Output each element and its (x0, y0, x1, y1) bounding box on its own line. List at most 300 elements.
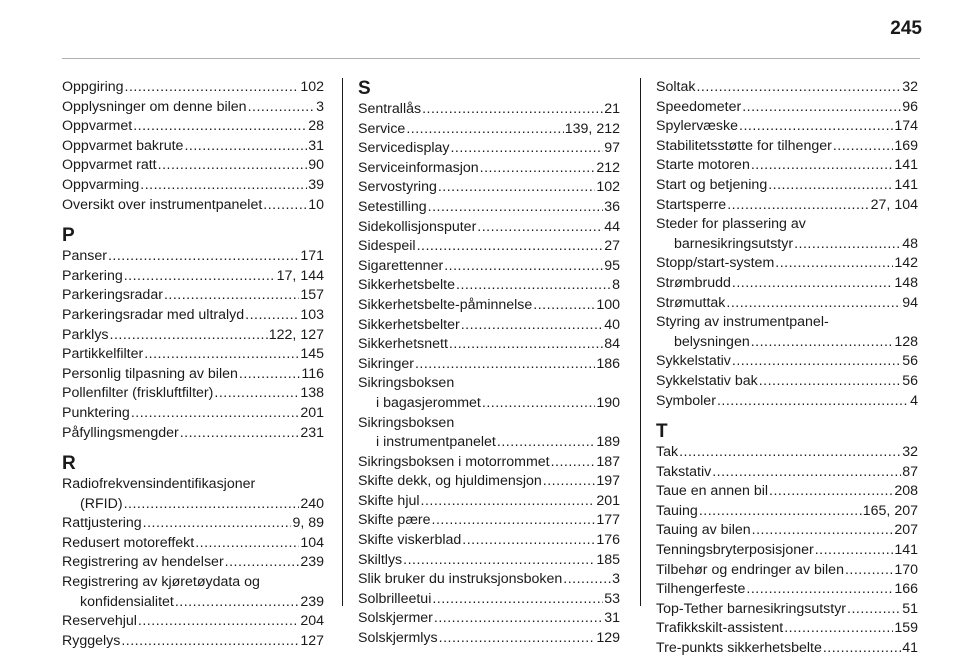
index-entry (656, 117, 918, 137)
page-reference[interactable]: 148 (894, 274, 918, 291)
index-term: Sikringsboksen (358, 414, 455, 431)
dot-leader (784, 619, 893, 639)
index-term: Sikringsboksen i motorrommet (358, 453, 550, 470)
index-entry (358, 453, 620, 473)
index-term: Parkeringsradar (62, 287, 163, 304)
page-reference[interactable]: 187 (596, 453, 620, 470)
index-entry (62, 306, 324, 326)
index-entry (62, 345, 324, 365)
index-entry (358, 296, 620, 316)
index-letter-heading: T (656, 421, 668, 443)
page-reference[interactable]: 21 (604, 101, 620, 117)
page-reference[interactable]: 128 (894, 333, 918, 350)
index-term: Skifte viskerblad (358, 532, 462, 549)
page-reference[interactable]: 204 (300, 613, 324, 630)
index-entry (656, 619, 918, 639)
page-reference[interactable]: 165, 207 (862, 502, 918, 519)
index-term: Oppvarmet ratt (62, 157, 157, 174)
index-entry (358, 159, 620, 179)
index-term: Servicedisplay (358, 140, 450, 157)
index-entry (62, 156, 324, 176)
index-term: Styring av instrumentpanel- (656, 314, 829, 331)
index-entry (62, 424, 324, 444)
index-term: Start og betjening (656, 176, 768, 193)
page-reference[interactable]: 208 (894, 483, 918, 500)
index-entry (358, 472, 620, 492)
index-entry (358, 335, 620, 355)
page-reference[interactable]: 27, 104 (870, 196, 918, 213)
dot-leader (679, 443, 901, 463)
page-reference[interactable]: 32 (902, 79, 918, 95)
index-entry (656, 580, 918, 600)
dot-leader (214, 384, 299, 404)
index-term: Strømuttak (656, 294, 726, 311)
dot-leader (108, 247, 299, 267)
index-term: konfidensialitet (80, 593, 174, 610)
page-reference[interactable]: 170 (894, 561, 918, 578)
page-reference[interactable]: 39 (308, 176, 324, 193)
page-reference[interactable]: 139, 212 (564, 120, 620, 137)
index-entry (358, 629, 620, 649)
page-reference[interactable]: 129 (596, 630, 620, 647)
page-reference[interactable]: 17, 144 (276, 267, 324, 284)
page-reference[interactable]: 48 (902, 235, 918, 252)
dot-leader (438, 178, 595, 198)
index-entry (358, 355, 620, 375)
dot-leader (563, 570, 611, 590)
index-entry (358, 120, 620, 140)
index-term: Tilbehør og endringer av bilen (656, 561, 844, 578)
dot-leader (477, 218, 603, 238)
dot-leader (746, 580, 893, 600)
index-term: Parkeringsradar med ultralyd (62, 306, 245, 323)
dot-leader (406, 120, 563, 140)
index-entry (656, 392, 918, 412)
dot-leader (480, 159, 596, 179)
dot-leader (759, 372, 902, 392)
index-entry (62, 137, 324, 157)
page-reference[interactable]: 3 (612, 571, 620, 588)
index-term: Symboler (656, 392, 716, 409)
dot-leader (263, 196, 307, 216)
page-reference[interactable]: 122, 127 (268, 326, 324, 343)
index-term: Sigarettenner (358, 257, 444, 274)
index-term: Panser (62, 248, 107, 265)
index-column-1 (62, 78, 324, 651)
column-divider (342, 78, 343, 606)
page-reference[interactable]: 87 (902, 463, 918, 480)
dot-leader (699, 502, 862, 522)
index-term: Oversikt over instrumentpanelet (62, 196, 263, 213)
index-entry (358, 531, 620, 551)
index-term: Opplysninger om denne bilen (62, 98, 247, 115)
page-reference[interactable]: 145 (300, 346, 324, 363)
index-entry (62, 514, 324, 534)
page-reference[interactable]: 185 (596, 551, 620, 568)
index-entry (656, 78, 918, 98)
index-term: Takstativ (656, 463, 712, 480)
dot-leader (696, 78, 901, 98)
page-reference[interactable]: 207 (894, 522, 918, 539)
index-entry (358, 198, 620, 218)
index-term: Registrering av hendelser (62, 554, 224, 571)
page-reference[interactable]: 102 (300, 79, 324, 95)
page-reference[interactable]: 90 (308, 157, 324, 174)
page-reference[interactable]: 201 (300, 404, 324, 421)
dot-leader (450, 139, 603, 159)
index-entry (62, 384, 324, 404)
index-entry (62, 326, 324, 346)
page-reference[interactable]: 190 (596, 394, 620, 411)
index-entry (656, 215, 918, 254)
page-reference[interactable]: 239 (300, 593, 324, 610)
dot-leader (158, 156, 308, 176)
index-entry (656, 561, 918, 581)
index-term: Slik bruker du instruksjonsboken (358, 571, 563, 588)
page-reference[interactable]: 171 (300, 248, 324, 265)
page-reference[interactable]: 174 (894, 118, 918, 135)
index-entry (656, 294, 918, 314)
page-reference[interactable]: 96 (902, 98, 918, 115)
index-letter-heading: P (62, 225, 75, 247)
dot-leader (845, 561, 893, 581)
page-reference[interactable]: 27 (604, 238, 620, 255)
index-entry (656, 372, 918, 392)
index-entry (62, 247, 324, 267)
index-term: Skifte dekk, og hjuldimensjon (358, 473, 542, 490)
page-reference[interactable]: 141 (894, 542, 918, 559)
page-reference[interactable]: 32 (902, 444, 918, 461)
dot-leader (432, 590, 603, 610)
dot-leader (751, 333, 894, 353)
dot-leader (769, 482, 893, 502)
index-entry (358, 570, 620, 590)
index-entry (62, 196, 324, 216)
index-term: Starte motoren (656, 157, 750, 174)
index-term: Redusert motoreffekt (62, 534, 195, 551)
dot-leader (712, 463, 901, 483)
index-term: barnesikringsutstyr (674, 235, 794, 252)
index-entry (62, 176, 324, 196)
index-entry (358, 139, 620, 159)
index-entry (656, 156, 918, 176)
page-reference[interactable]: 142 (894, 255, 918, 272)
dot-leader (732, 274, 893, 294)
page-reference[interactable]: 4 (910, 392, 918, 409)
index-term: Punktering (62, 404, 130, 421)
index-letter-heading: R (62, 453, 76, 475)
page-reference[interactable]: 100 (596, 296, 620, 313)
index-entry (656, 274, 918, 294)
dot-leader (449, 335, 603, 355)
dot-leader (815, 541, 894, 561)
index-term: Parklys (62, 326, 109, 343)
dot-leader (124, 267, 276, 287)
dot-leader (444, 257, 603, 277)
dot-leader (742, 98, 901, 118)
dot-leader (239, 365, 300, 385)
index-term: Sikkerhetsnett (358, 336, 448, 353)
index-term: Top-Tether barnesikringsutstyr (656, 600, 847, 617)
dot-leader (462, 531, 595, 551)
index-term: Spylervæske (656, 118, 739, 135)
dot-leader (439, 629, 596, 649)
page-reference[interactable]: 239 (300, 554, 324, 571)
page-reference[interactable]: 169 (894, 137, 918, 154)
page-reference[interactable]: 36 (604, 198, 620, 215)
index-entry (358, 551, 620, 571)
dot-leader (248, 98, 316, 118)
page-reference[interactable]: 231 (300, 424, 324, 441)
index-entry (62, 475, 324, 514)
dot-leader (415, 355, 595, 375)
page-reference[interactable]: 138 (300, 385, 324, 402)
index-term: Tenningsbryterposisjoner (656, 542, 814, 559)
dot-leader (124, 495, 300, 515)
index-entry (62, 573, 324, 612)
index-term: Reservehjul (62, 613, 137, 630)
page-reference[interactable]: 177 (596, 512, 620, 529)
index-entry (358, 316, 620, 336)
index-entry (358, 492, 620, 512)
page-reference[interactable]: 10 (308, 196, 324, 213)
dot-leader (751, 156, 893, 176)
page-reference[interactable]: 157 (300, 287, 324, 304)
index-term: Serviceinformasjon (358, 159, 479, 176)
page-reference[interactable]: 116 (301, 365, 324, 382)
index-term: i bagasjerommet (376, 394, 481, 411)
page-reference[interactable]: 95 (604, 257, 620, 274)
page-reference[interactable]: 104 (300, 534, 324, 551)
page-reference[interactable]: 94 (902, 294, 918, 311)
index-term: (RFID) (80, 495, 123, 512)
page-reference[interactable]: 31 (308, 137, 324, 154)
page-reference[interactable]: 103 (300, 306, 324, 323)
index-term: Rattjustering (62, 515, 142, 532)
index-term: Påfyllingsmengder (62, 424, 179, 441)
index-term: Servostyring (358, 179, 437, 196)
index-entry (358, 511, 620, 531)
index-entry (358, 237, 620, 257)
page-reference[interactable]: 189 (596, 434, 620, 451)
index-entry (656, 98, 918, 118)
dot-leader (140, 176, 307, 196)
index-term: Stabilitetsstøtte for tilhenger (656, 137, 832, 154)
index-term: Tauing (656, 502, 698, 519)
dot-leader (184, 137, 307, 157)
index-term: Trafikkskilt-assistent (656, 620, 784, 637)
index-entry (358, 414, 620, 453)
index-term: Sidekollisjonsputer (358, 218, 477, 235)
index-term: Oppvarmet bakrute (62, 137, 184, 154)
index-term: Sentrallås (358, 101, 422, 117)
index-entry (656, 254, 918, 274)
index-term: Sikkerhetsbelte (358, 277, 455, 294)
dot-leader (543, 472, 596, 492)
page-reference[interactable]: 31 (604, 610, 620, 627)
page-reference[interactable]: 166 (894, 581, 918, 598)
index-entry (358, 374, 620, 413)
page-reference[interactable]: 240 (300, 495, 324, 512)
index-entry (358, 257, 620, 277)
index-term: Setestilling (358, 198, 427, 215)
dot-leader (428, 198, 604, 218)
dot-leader (533, 296, 595, 316)
index-entry (656, 196, 918, 216)
page-reference[interactable]: 56 (902, 353, 918, 370)
index-term: Tre-punkts sikkerhetsbelte (656, 640, 822, 657)
dot-leader (143, 514, 292, 534)
dot-leader (768, 176, 893, 196)
page-number: 245 (890, 18, 922, 39)
dot-leader (180, 424, 300, 444)
index-term: Oppvarmet (62, 118, 133, 135)
dot-leader (497, 433, 595, 453)
index-term: Speedometer (656, 98, 742, 115)
index-column-3 (656, 78, 918, 659)
dot-leader (461, 316, 603, 336)
index-term: Tak (656, 444, 679, 461)
index-term: Sikkerhetsbelter (358, 316, 460, 333)
index-term: Soltak (656, 79, 696, 95)
dot-leader (456, 276, 611, 296)
index-entry (62, 267, 324, 287)
page-reference[interactable]: 8 (612, 277, 620, 294)
dot-leader (482, 394, 595, 414)
page-reference[interactable]: 53 (604, 590, 620, 607)
page-reference[interactable]: 176 (596, 532, 620, 549)
index-entry (358, 178, 620, 198)
index-letter-heading: S (358, 78, 371, 99)
dot-leader (131, 404, 300, 424)
index-entry (62, 286, 324, 306)
index-term: Personlig tilpasning av bilen (62, 365, 238, 382)
index-entry (62, 365, 324, 385)
dot-leader (434, 609, 603, 629)
dot-leader (732, 352, 901, 372)
index-term: Startsperre (656, 196, 727, 213)
page-reference[interactable]: 127 (300, 632, 324, 649)
index-entry (656, 600, 918, 620)
page-reference[interactable]: 41 (902, 640, 918, 657)
page-reference[interactable]: 97 (604, 140, 620, 157)
dot-leader (739, 117, 893, 137)
page-reference[interactable]: 141 (894, 176, 918, 193)
page-reference[interactable]: 141 (894, 157, 918, 174)
page-reference[interactable]: 102 (596, 179, 620, 196)
page-reference[interactable]: 3 (316, 98, 324, 115)
dot-leader (138, 612, 299, 632)
index-entry (358, 276, 620, 296)
index-term: Sikkerhetsbelte-påminnelse (358, 296, 533, 313)
index-term: Steder for plassering av (656, 216, 806, 233)
dot-leader (551, 453, 596, 473)
index-term: Parkering (62, 267, 123, 284)
index-entry (358, 590, 620, 610)
dot-leader (421, 492, 596, 512)
page-reference[interactable]: 212 (596, 159, 620, 176)
index-term: Solbrilleetui (358, 590, 432, 607)
index-entry (62, 553, 324, 573)
index-term: Skiltlys (358, 551, 403, 568)
dot-leader (417, 237, 604, 257)
page-reference[interactable]: 159 (894, 620, 918, 637)
index-term: Oppgiring (62, 79, 124, 95)
index-entry (656, 137, 918, 157)
index-term: Skifte pære (358, 512, 431, 529)
index-entry (656, 313, 918, 352)
dot-leader (717, 392, 909, 412)
column-divider (640, 78, 641, 606)
dot-leader (847, 600, 901, 620)
page-reference[interactable]: 84 (604, 336, 620, 353)
dot-leader (245, 306, 299, 326)
dot-leader (794, 235, 901, 255)
index-term: Sidespeil (358, 238, 416, 255)
index-entry (358, 609, 620, 629)
index-term: i instrumentpanelet (376, 434, 496, 451)
index-entry (656, 443, 918, 463)
index-entry (656, 463, 918, 483)
dot-leader (833, 137, 893, 157)
page-reference[interactable]: 28 (308, 118, 324, 135)
dot-leader (727, 196, 869, 216)
page-reference[interactable]: 40 (604, 316, 620, 333)
index-entry (656, 176, 918, 196)
index-term: Sikringsboksen (358, 375, 455, 392)
index-term: Pollenfilter (friskluftfilter) (62, 385, 214, 402)
index-entry (358, 100, 620, 120)
index-entry (62, 612, 324, 632)
index-term: Sykkelstativ (656, 353, 731, 370)
dot-leader (726, 294, 901, 314)
index-term: Service (358, 120, 406, 137)
dot-leader (144, 345, 299, 365)
page-reference[interactable]: 56 (902, 372, 918, 389)
index-term: Tauing av bilen (656, 522, 751, 539)
dot-leader (432, 511, 596, 531)
index-term: Taue en annen bil (656, 483, 769, 500)
page-reference[interactable]: 51 (902, 600, 918, 617)
dot-leader (133, 117, 307, 137)
index-entry (656, 521, 918, 541)
page-reference[interactable]: 197 (596, 473, 620, 490)
dot-leader (422, 100, 603, 120)
index-term: Partikkelfilter (62, 346, 144, 363)
dot-leader (225, 553, 300, 573)
dot-leader (775, 254, 893, 274)
index-term: Skifte hjul (358, 492, 420, 509)
index-entry (358, 218, 620, 238)
dot-leader (752, 521, 894, 541)
dot-leader (195, 534, 299, 554)
index-term: Solskjermlys (358, 630, 438, 647)
index-entry (656, 502, 918, 522)
index-entry (62, 98, 324, 118)
index-entry (62, 78, 324, 98)
page-reference[interactable]: 201 (596, 492, 620, 509)
index-term: Stopp/start-system (656, 255, 775, 272)
dot-leader (403, 551, 595, 571)
page-reference[interactable]: 9, 89 (292, 515, 324, 532)
index-term: Radiofrekvensindentifikasjoner (62, 476, 256, 493)
header-rule (62, 58, 920, 59)
page-reference[interactable]: 44 (604, 218, 620, 235)
dot-leader (125, 78, 300, 98)
page-reference[interactable]: 186 (596, 355, 620, 372)
index-term: Sykkelstativ bak (656, 372, 758, 389)
index-term: belysningen (674, 333, 750, 350)
